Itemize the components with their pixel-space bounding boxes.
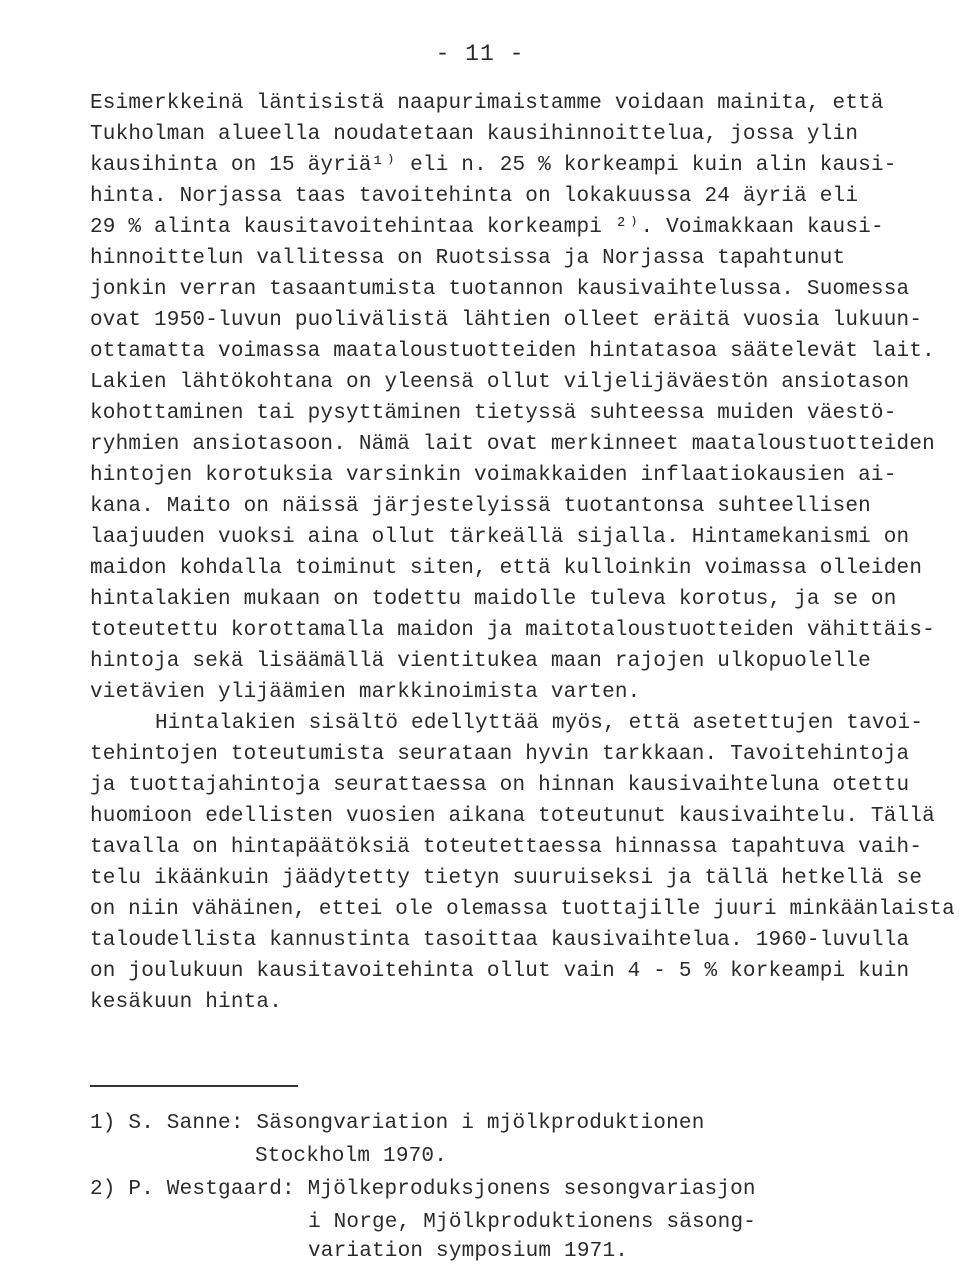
text-line: kana. Maito on näissä järjestelyissä tuotantonsa suhteellisen: [90, 495, 871, 518]
text-line: jonkin verran tasaantumista tuotannon kausivaihtelussa. Suomessa: [90, 278, 910, 301]
text-line: on joulukuun kausitavoitehinta ollut vain 4 - 5 % korkeampi kuin: [90, 960, 910, 983]
text-line: ottamatta voimassa maataloustuotteiden hintatasoa säätelevät lait.: [90, 340, 935, 363]
text-line: kesäkuun hinta.: [90, 991, 283, 1014]
text-line: Esimerkkeinä läntisistä naapurimaistamme voidaan mainita, että: [90, 92, 884, 115]
text-line: ja tuottajahintoja seurattaessa on hinnan kausivaihteluna otettu: [90, 774, 910, 797]
text-line: tehintojen toteutumista seurataan hyvin tarkkaan. Tavoitehintoja: [90, 743, 910, 766]
text-line: maidon kohdalla toiminut siten, että kulloinkin voimassa olleiden: [90, 557, 923, 580]
text-line: toteutettu korottamalla maidon ja maitotaloustuotteiden vähittäis-: [90, 619, 935, 642]
text-line: on niin vähäinen, ettei ole olemassa tuottajille juuri minkäänlaista: [90, 898, 955, 921]
text-line: hintoja sekä lisäämällä vientitukea maan rajojen ulkopuolelle: [90, 650, 871, 673]
footnote-2-continuation: variation symposium 1971.: [308, 1240, 629, 1263]
text-line: tavalla on hintapäätöksiä toteutettaessa hinnassa tapahtuva vaih-: [90, 836, 923, 859]
text-line: hintojen korotuksia varsinkin voimakkaiden inflaatiokausien ai-: [90, 464, 897, 487]
page-number: - 11 -: [435, 41, 525, 67]
text-line: kausihinta on 15 äyriä¹⁾ eli n. 25 % korkeampi kuin alin kausi-: [90, 154, 897, 177]
text-line: vietävien ylijäämien markkinoimista varten.: [90, 681, 641, 704]
footnote-2-continuation: i Norge, Mjölkproduktionens säsong-: [308, 1211, 757, 1234]
text-line: Hintalakien sisältö edellyttää myös, että asetettujen tavoi-: [155, 712, 924, 735]
footnote-1-continuation: Stockholm 1970.: [255, 1145, 448, 1168]
text-line: hintalakien mukaan on todettu maidolle tuleva korotus, ja se on: [90, 588, 897, 611]
text-line: 29 % alinta kausitavoitehintaa korkeampi ²⁾. Voimakkaan kausi-: [90, 216, 884, 239]
text-line: telu ikäänkuin jäädytetty tietyn suuruiseksi ja tällä hetkellä se: [90, 867, 923, 890]
text-line: kohottaminen tai pysyttäminen tietyssä suhteessa muiden väestö-: [90, 402, 897, 425]
text-line: Lakien lähtökohtana on yleensä ollut viljelijäväestön ansiotason: [90, 371, 910, 394]
text-line: Tukholman alueella noudatetaan kausihinnoittelua, jossa ylin: [90, 123, 859, 146]
footnote-divider: [90, 1085, 298, 1087]
text-line: huomioon edellisten vuosien aikana toteutunut kausivaihtelu. Tällä: [90, 805, 935, 828]
text-line: ryhmien ansiotasoon. Nämä lait ovat merkinneet maataloustuotteiden: [90, 433, 935, 456]
text-line: ovat 1950-luvun puolivälistä lähtien olleet eräitä vuosia lukuun-: [90, 309, 923, 332]
footnote-2: 2) P. Westgaard: Mjölkeproduksjonens sesongvariasjon: [90, 1178, 756, 1201]
text-line: taloudellista kannustinta tasoittaa kausivaihtelua. 1960-luvulla: [90, 929, 910, 952]
text-line: hinnoittelun vallitessa on Ruotsissa ja Norjassa tapahtunut: [90, 247, 846, 270]
footnote-1: 1) S. Sanne: Säsongvariation i mjölkproduktionen: [90, 1112, 705, 1135]
text-line: laajuuden vuoksi aina ollut tärkeällä sijalla. Hintamekanismi on: [90, 526, 910, 549]
text-line: hinta. Norjassa taas tavoitehinta on lokakuussa 24 äyriä eli: [90, 185, 859, 208]
